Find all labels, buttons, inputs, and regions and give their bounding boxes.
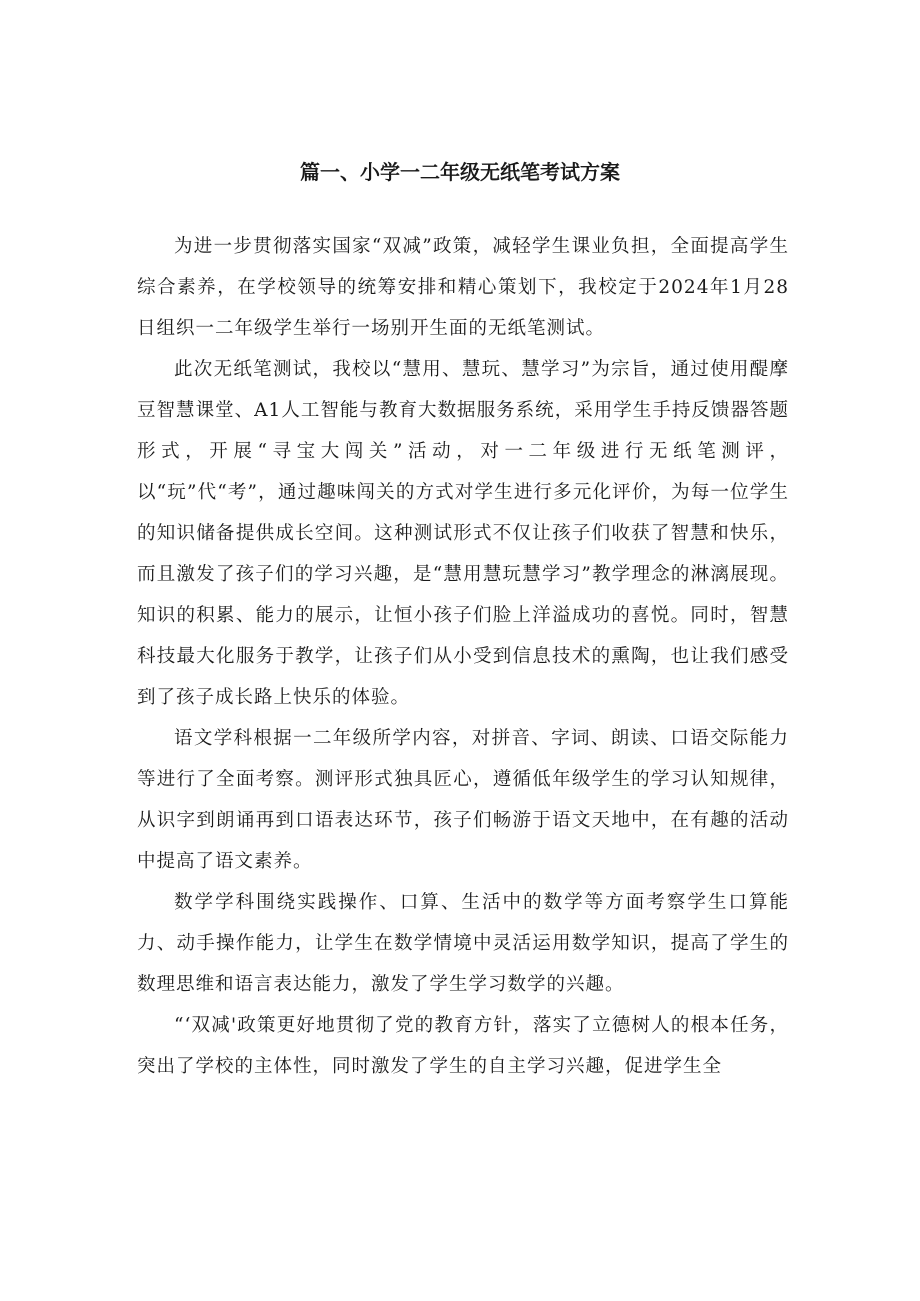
paragraph-double-reduction: “‘双减'政策更好地贯彻了党的教育方针，落实了立德树人的根本任务，突出了学校的主体性，同时激发了学生的自主学习兴趣，促进学生全 — [137, 1015, 789, 1077]
paragraph-math-subject: 数学学科围绕实践操作、口算、生活中的数学等方面考察学生口算能力、动手操作能力，让学生在数学情境中灵活运用数学知识，提高了学生的数理思维和语言表达能力，激发了学生学习数学的兴趣。 — [137, 892, 789, 995]
document-title: 篇一、小学一二年级无纸笔考试方案 — [300, 160, 620, 184]
document-body — [137, 226, 789, 1087]
paragraph-chinese-subject: 语文学科根据一二年级所学内容，对拼音、字词、朗读、口语交际能力等进行了全面考察。测评形式独具匠心，遵循低年级学生的学习认知规律，从识字到朗诵再到口语表达环节，孩子们畅游于语文天地中，在有趣的活动中提高了语文素养。 — [137, 728, 789, 872]
paragraph-test-description: 此次无纸笔测试，我校以“慧用、慧玩、慧学习”为宗旨，通过使用醍摩豆智慧课堂、A1人工智能与教育大数据服务系统，采用学生手持反馈器答题形式，开展“寻宝大闯关”活动，对一二年级进行无纸笔测评，以“玩”代“考”，通过趣味闯关的方式对学生进行多元化评价，为每一位学生的知识储备提供成长空间。这种测试形式不仅让孩子们收获了智慧和快乐，而且激发了孩子们的学习兴趣，是“慧用慧玩慧学习”教学理念的淋漓展现。知识的积累、能力的展示，让恒小孩子们脸上洋溢成功的喜悦。同时，智慧科技最大化服务于教学，让孩子们从小受到信息技术的熏陶，也让我们感受到了孩子成长路上快乐的体验。 — [137, 359, 789, 708]
paragraph-intro: 为进一步贯彻落实国家“双减”政策，减轻学生课业负担，全面提高学生综合素养，在学校领导的统筹安排和精心策划下，我校定于2024年1月28日组织一二年级学生举行一场别开生面的无纸笔测试。 — [137, 236, 789, 339]
